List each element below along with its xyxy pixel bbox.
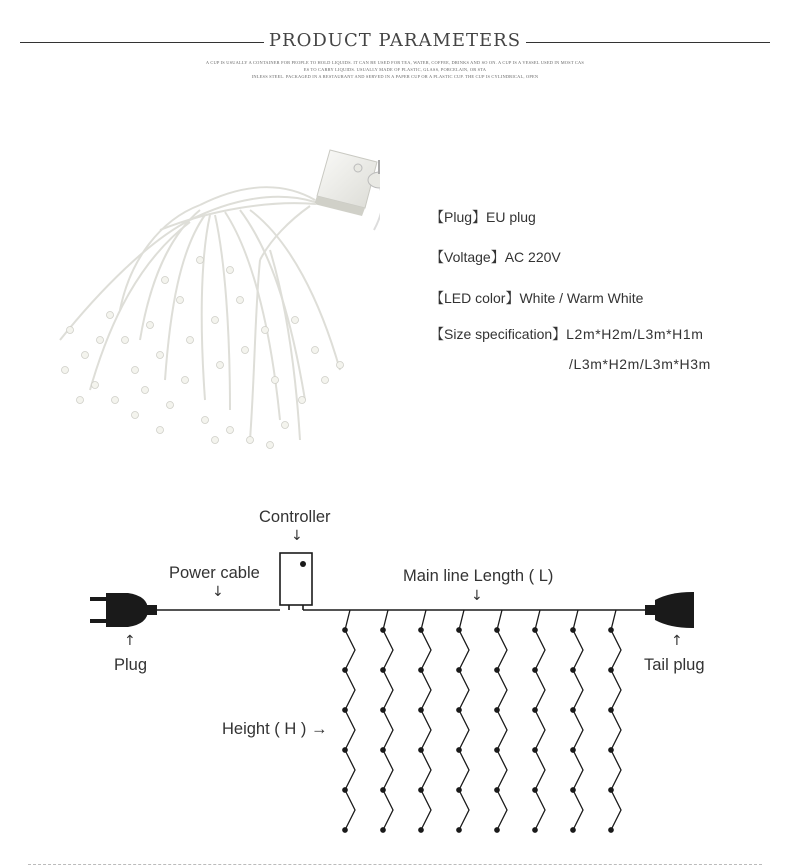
param-voltage-value: AC 220V xyxy=(504,249,561,265)
led-bulb xyxy=(343,708,347,712)
led-bulb xyxy=(571,788,575,792)
bracket-open: 【 xyxy=(430,290,444,306)
param-size-value-2: /L3m*H2m/L3m*H3m xyxy=(569,356,711,372)
sub-line-1: A CUP IS USUALLY A CONTAINER FOR PEOPLE TO HOLD LIQUIDS. IT CAN BE USED FOR TEA, WATER, COFFEE, DRINKS AND SO ON. A CUP IS A VESSEL USED IN MOST CAS xyxy=(205,60,585,65)
param-size-value: L2m*H2m/L3m*H1m xyxy=(566,326,704,342)
led-strand-wire xyxy=(497,610,507,830)
page-title xyxy=(0,30,790,51)
led-bulb xyxy=(609,628,613,632)
bracket-close: 】 xyxy=(505,290,520,306)
bracket-open: 【 xyxy=(430,209,444,225)
plug-icon xyxy=(90,593,157,627)
plug-arrow: ↑ xyxy=(124,633,136,649)
led-bulb xyxy=(457,748,461,752)
led-bulb xyxy=(381,748,385,752)
led-bulb xyxy=(533,708,537,712)
led-bulb xyxy=(533,748,537,752)
bracket-open: 【 xyxy=(430,249,444,265)
led-bulb xyxy=(457,788,461,792)
param-led-color-value: White / Warm White xyxy=(519,290,644,306)
plug-label: Plug xyxy=(114,656,148,674)
led-strand-wire xyxy=(459,610,469,830)
led-strand xyxy=(343,610,355,832)
height-arrow: → xyxy=(310,720,328,738)
bracket-close: 】 xyxy=(472,209,487,225)
led-bulb xyxy=(381,628,385,632)
param-voltage xyxy=(430,247,561,267)
led-bulb xyxy=(609,788,613,792)
led-bulb xyxy=(533,668,537,672)
led-bulb xyxy=(381,708,385,712)
led-bulb xyxy=(419,788,423,792)
led-bulb xyxy=(381,788,385,792)
product-photo xyxy=(40,140,380,460)
led-bulb xyxy=(533,628,537,632)
tail-plug-icon xyxy=(645,592,694,628)
led-strand-wire xyxy=(535,610,545,830)
led-bulb xyxy=(457,708,461,712)
param-plug-value: EU plug xyxy=(486,209,536,225)
led-bulb xyxy=(609,708,613,712)
sub-line-3: INLESS STEEL. PACKAGED IN A RESTAURANT AND SERVED IN A PAPER CUP OR A PLASTIC CUP. THE CUP IS CYLINDRICAL, OPEN xyxy=(251,74,539,79)
led-bulb xyxy=(609,828,613,832)
led-bulb xyxy=(419,628,423,632)
controller-arrow: ↓ xyxy=(291,528,303,544)
led-strand xyxy=(609,610,621,832)
led-bulb xyxy=(571,828,575,832)
led-bulb xyxy=(495,708,499,712)
main-line-label: Main line Length ( L) xyxy=(403,567,554,585)
led-bulb xyxy=(419,748,423,752)
led-strand xyxy=(495,610,507,832)
bracket-close: 】 xyxy=(552,326,567,342)
power-cable-label: Power cable xyxy=(169,564,260,582)
page-title-text: PRODUCT PARAMETERS xyxy=(264,30,526,51)
led-bulb xyxy=(343,668,347,672)
led-strand-wire xyxy=(421,610,431,830)
power-cable-arrow: ↓ xyxy=(212,584,224,600)
led-strand xyxy=(419,610,431,832)
controller-label: Controller xyxy=(259,508,331,526)
led-bulb xyxy=(533,828,537,832)
led-strand xyxy=(381,610,393,832)
led-bulb xyxy=(571,708,575,712)
height-label xyxy=(222,720,327,739)
tail-plug-arrow: ↑ xyxy=(671,633,683,649)
led-bulb xyxy=(457,668,461,672)
led-bulb xyxy=(495,668,499,672)
led-strand xyxy=(571,610,583,832)
bracket-close: 】 xyxy=(490,249,505,265)
param-size xyxy=(430,324,704,344)
led-bulb xyxy=(495,828,499,832)
main-line-arrow: ↓ xyxy=(471,588,483,604)
led-bulb xyxy=(571,668,575,672)
led-bulb xyxy=(457,828,461,832)
sub-line-2: ES TO CARRY LIQUIDS. USUALLY MADE OF PLASTIC, GLASS, PORCELAIN, OR STA xyxy=(303,67,487,72)
led-bulb xyxy=(419,668,423,672)
led-bulb xyxy=(457,628,461,632)
tail-plug-label: Tail plug xyxy=(644,656,705,674)
param-size-key: Size specification xyxy=(444,326,553,342)
led-strand-wire xyxy=(345,610,355,830)
led-strands xyxy=(343,610,621,832)
controller-box-photo xyxy=(314,150,377,216)
led-bulb xyxy=(381,828,385,832)
led-strand xyxy=(533,610,545,832)
led-bulb xyxy=(495,748,499,752)
led-bulb xyxy=(609,668,613,672)
led-bulb xyxy=(571,748,575,752)
led-bulb xyxy=(343,748,347,752)
led-bulb xyxy=(533,788,537,792)
controller-box-icon xyxy=(280,553,312,610)
led-bulb xyxy=(495,788,499,792)
led-bulb xyxy=(419,708,423,712)
led-strand-wire xyxy=(611,610,621,830)
param-led-color-key: LED color xyxy=(444,290,506,306)
led-bulb xyxy=(495,628,499,632)
bracket-open: 【 xyxy=(430,326,444,342)
param-plug xyxy=(430,207,536,227)
param-plug-key: Plug xyxy=(444,209,473,225)
led-bulb xyxy=(419,828,423,832)
param-led-color xyxy=(430,288,643,308)
led-strand xyxy=(457,610,469,832)
led-bulb xyxy=(571,628,575,632)
led-bulb xyxy=(381,668,385,672)
bottom-divider xyxy=(28,864,762,865)
led-bulb xyxy=(343,628,347,632)
led-bulb xyxy=(343,828,347,832)
led-bulb xyxy=(343,788,347,792)
led-strands-photo xyxy=(60,187,340,440)
param-voltage-key: Voltage xyxy=(444,249,491,265)
led-strand-wire xyxy=(573,610,583,830)
led-bulb xyxy=(609,748,613,752)
led-strand-wire xyxy=(383,610,393,830)
height-label-text: Height ( H ) xyxy=(222,720,307,738)
